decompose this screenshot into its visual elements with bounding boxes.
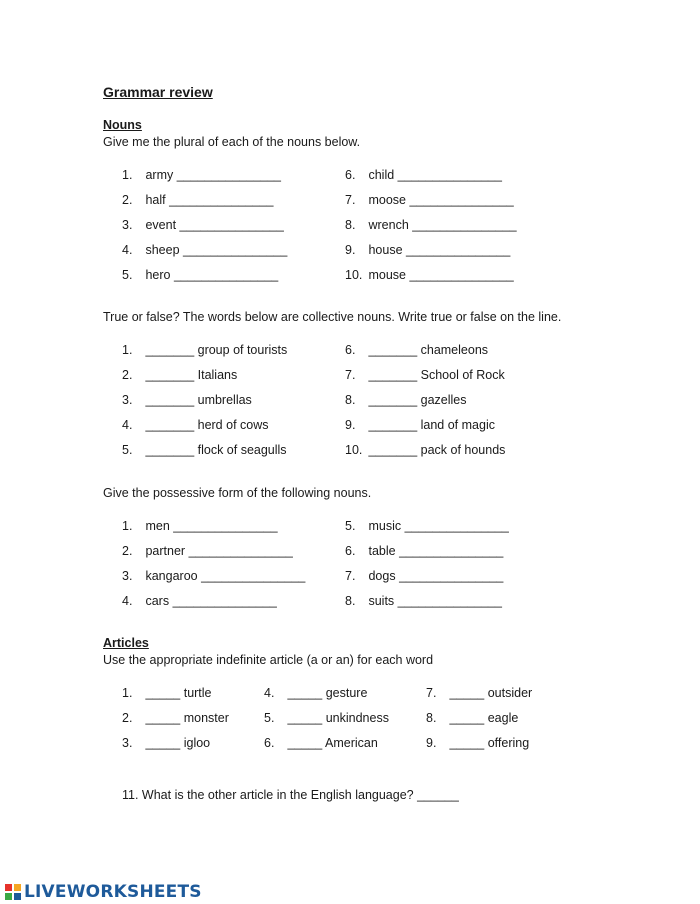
list-item[interactable]: 4. _______ herd of cows — [122, 418, 269, 432]
list-item[interactable]: 7. _______ School of Rock — [345, 368, 505, 382]
list-item[interactable]: 3. kangaroo _______________ — [122, 569, 306, 583]
list-item[interactable]: 2. _______ Italians — [122, 368, 238, 382]
list-item[interactable]: 9. _______ land of magic — [345, 418, 495, 432]
list-item[interactable]: 3. _______ umbrellas — [122, 393, 252, 407]
footer-brand — [4, 880, 202, 904]
list-item[interactable]: 8. _____ eagle — [426, 711, 519, 725]
list-item[interactable]: 2. half _______________ — [122, 193, 274, 207]
list-item[interactable]: 5. music _______________ — [345, 519, 509, 533]
list-item[interactable]: 6. child _______________ — [345, 168, 502, 182]
list-item[interactable]: 6. _____ American — [264, 736, 378, 750]
possessive-instruction: Give the possessive form of the following nouns. — [103, 486, 372, 500]
list-item[interactable]: 5. hero _______________ — [122, 268, 279, 282]
list-item[interactable]: 7. dogs _______________ — [345, 569, 504, 583]
list-item[interactable]: 4. cars _______________ — [122, 594, 277, 608]
list-item[interactable]: 1. _______ group of tourists — [122, 343, 288, 357]
articles-heading: Articles — [103, 636, 149, 650]
list-item[interactable]: 10. mouse _______________ — [345, 268, 514, 282]
list-item[interactable]: 2. partner _______________ — [122, 544, 293, 558]
nouns-instruction: Give me the plural of each of the nouns below. — [103, 135, 361, 149]
list-item[interactable]: 6. table _______________ — [345, 544, 504, 558]
collective-instruction: True or false? The words below are collective nouns. Write true or false on the line. — [103, 310, 562, 324]
liveworksheets-logo-icon — [4, 883, 22, 901]
nouns-heading: Nouns — [103, 118, 142, 132]
list-item[interactable]: 2. _____ monster — [122, 711, 229, 725]
list-item[interactable]: 7. moose _______________ — [345, 193, 514, 207]
list-item[interactable]: 7. _____ outsider — [426, 686, 533, 700]
list-item[interactable]: 8. wrench _______________ — [345, 218, 517, 232]
list-item[interactable]: 9. _____ offering — [426, 736, 530, 750]
list-item[interactable]: 9. house _______________ — [345, 243, 511, 257]
list-item[interactable]: 3. _____ igloo — [122, 736, 211, 750]
brand-name: LIVEWORKSHEETS — [24, 882, 202, 902]
list-item[interactable]: 3. event _______________ — [122, 218, 284, 232]
list-item[interactable]: 1. army _______________ — [122, 168, 282, 182]
list-item[interactable]: 8. _______ gazelles — [345, 393, 467, 407]
list-item[interactable]: 1. men _______________ — [122, 519, 278, 533]
list-item[interactable]: 4. sheep _______________ — [122, 243, 288, 257]
list-item[interactable]: 5. _______ flock of seagulls — [122, 443, 287, 457]
list-item[interactable]: 8. suits _______________ — [345, 594, 502, 608]
articles-instruction: Use the appropriate indefinite article (a or an) for each word — [103, 653, 434, 667]
list-item[interactable]: 5. _____ unkindness — [264, 711, 389, 725]
question-11[interactable]: 11. What is the other article in the English language? ______ — [122, 788, 459, 802]
list-item[interactable]: 4. _____ gesture — [264, 686, 368, 700]
list-item[interactable]: 6. _______ chameleons — [345, 343, 489, 357]
page-title: Grammar review — [103, 84, 213, 100]
list-item[interactable]: 10. _______ pack of hounds — [345, 443, 506, 457]
list-item[interactable]: 1. _____ turtle — [122, 686, 212, 700]
